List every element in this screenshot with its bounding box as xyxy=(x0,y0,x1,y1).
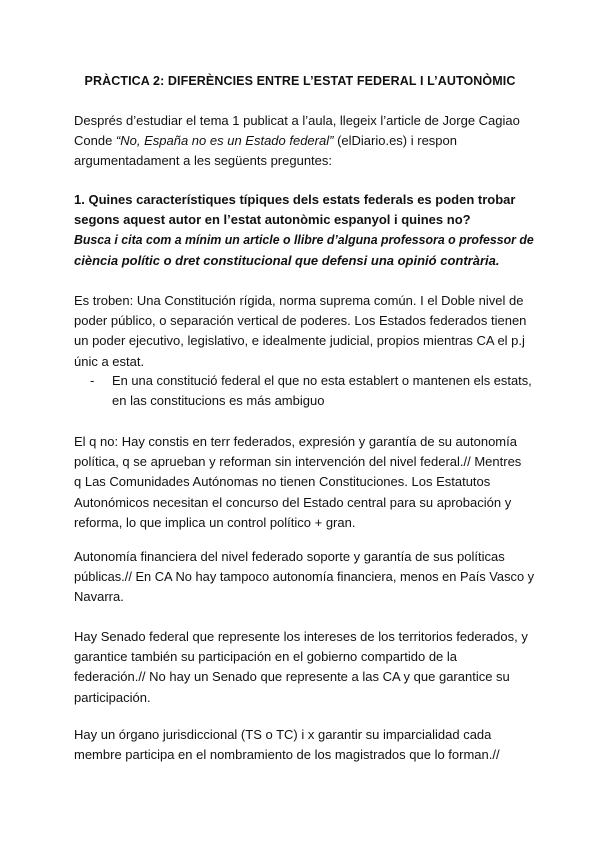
p2-line-5: reforma, lo que implica un control político + gran. xyxy=(74,514,356,530)
p5-line-1: Hay un órgano jurisdiccional (TS o TC) i x garantir su imparcialidad cada xyxy=(74,727,492,742)
answer-paragraph-2 xyxy=(74,432,534,533)
p2-line-1: El q no: Hay constis en terr federados, expresión y garantía de su autonomía xyxy=(74,434,517,449)
p1-line-3: un poder ejecutivo, legislativo, e idealmente judicial, propios mientras CA el p.j xyxy=(74,333,525,349)
intro-author: Conde xyxy=(74,133,116,149)
answer-paragraph-5 xyxy=(74,725,534,765)
answer-paragraph-1 xyxy=(74,291,534,372)
p1-line-2: poder público, o separación vertical de poderes. Los Estados federados tienen xyxy=(74,313,527,329)
answer-paragraph-4 xyxy=(74,627,534,708)
p4-line-3: federación.// No hay un Senado que represente a las CA y que garantice su xyxy=(74,669,510,685)
bullet-dash: - xyxy=(90,373,95,388)
bullet-text xyxy=(112,371,532,411)
p4-line-2: garantice también su participación en el gobierno compartido de la xyxy=(74,649,458,665)
answer-paragraph-3 xyxy=(74,547,534,608)
p4-line-1: Hay Senado federal que represente los intereses de los territorios federados, y xyxy=(74,629,528,644)
intro-paragraph xyxy=(74,111,534,172)
p3-line-3: Navarra. xyxy=(74,589,124,605)
bullet-line-1: En una constitució federal el que no esta establert o mantenen els estats, xyxy=(112,373,532,388)
p2-line-2: política, q se aprueban y reforman sin intervención del nivel federal.// Mentres xyxy=(74,454,522,470)
intro-line-3: argumentadament a les següents preguntes: xyxy=(74,153,333,169)
article-title: “No, España no es un Estado federal” xyxy=(115,133,334,149)
p1-line-1: Es troben: Una Constitución rígida, norma suprema común. I el Doble nivel de xyxy=(74,293,524,308)
p5-line-2: membre participa en el nombramiento de los magistrados que lo forman.// xyxy=(74,747,500,763)
p3-line-1: Autonomía financiera del nivel federado soporte y garantía de sus políticas xyxy=(74,549,505,564)
question-line-1: 1. Quines característiques típiques dels estats federals es poden trobar xyxy=(74,192,516,207)
p3-line-2: públicas.// En CA No hay tampoco autonomía financiera, menos en País Vasco y xyxy=(74,569,535,585)
intro-source: (elDiario.es) i respon xyxy=(333,133,457,149)
question-line-2: segons aquest autor en l’estat autonòmic espanyol i quines no? xyxy=(74,212,471,228)
p1-line-4: únic a estat. xyxy=(74,353,145,369)
question-line-4: ciència polític o dret constitucional que defensi una opinió contrària. xyxy=(74,252,500,268)
intro-line-2 xyxy=(74,131,534,151)
question-line-3: Busca i cita com a mínim un article o llibre d’alguna professora o professor de xyxy=(74,232,534,248)
p2-line-4: Autonómicos necesitan el concurso del Estado central para su aprobación y xyxy=(74,494,512,510)
intro-line-1: Després d’estudiar el tema 1 publicat a l’aula, llegeix l’article de Jorge Cagiao xyxy=(74,113,520,128)
page-title: PRÀCTICA 2: DIFERÈNCIES ENTRE L’ESTAT FEDERAL I L’AUTONÒMIC xyxy=(84,74,516,88)
p2-line-3: q Las Comunidades Autónomas no tienen Constituciones. Los Estatutos xyxy=(74,474,491,490)
bullet-line-2: en las constitucions es más ambiguo xyxy=(112,393,325,409)
p4-line-4: participación. xyxy=(74,689,151,705)
question-1 xyxy=(74,190,534,271)
